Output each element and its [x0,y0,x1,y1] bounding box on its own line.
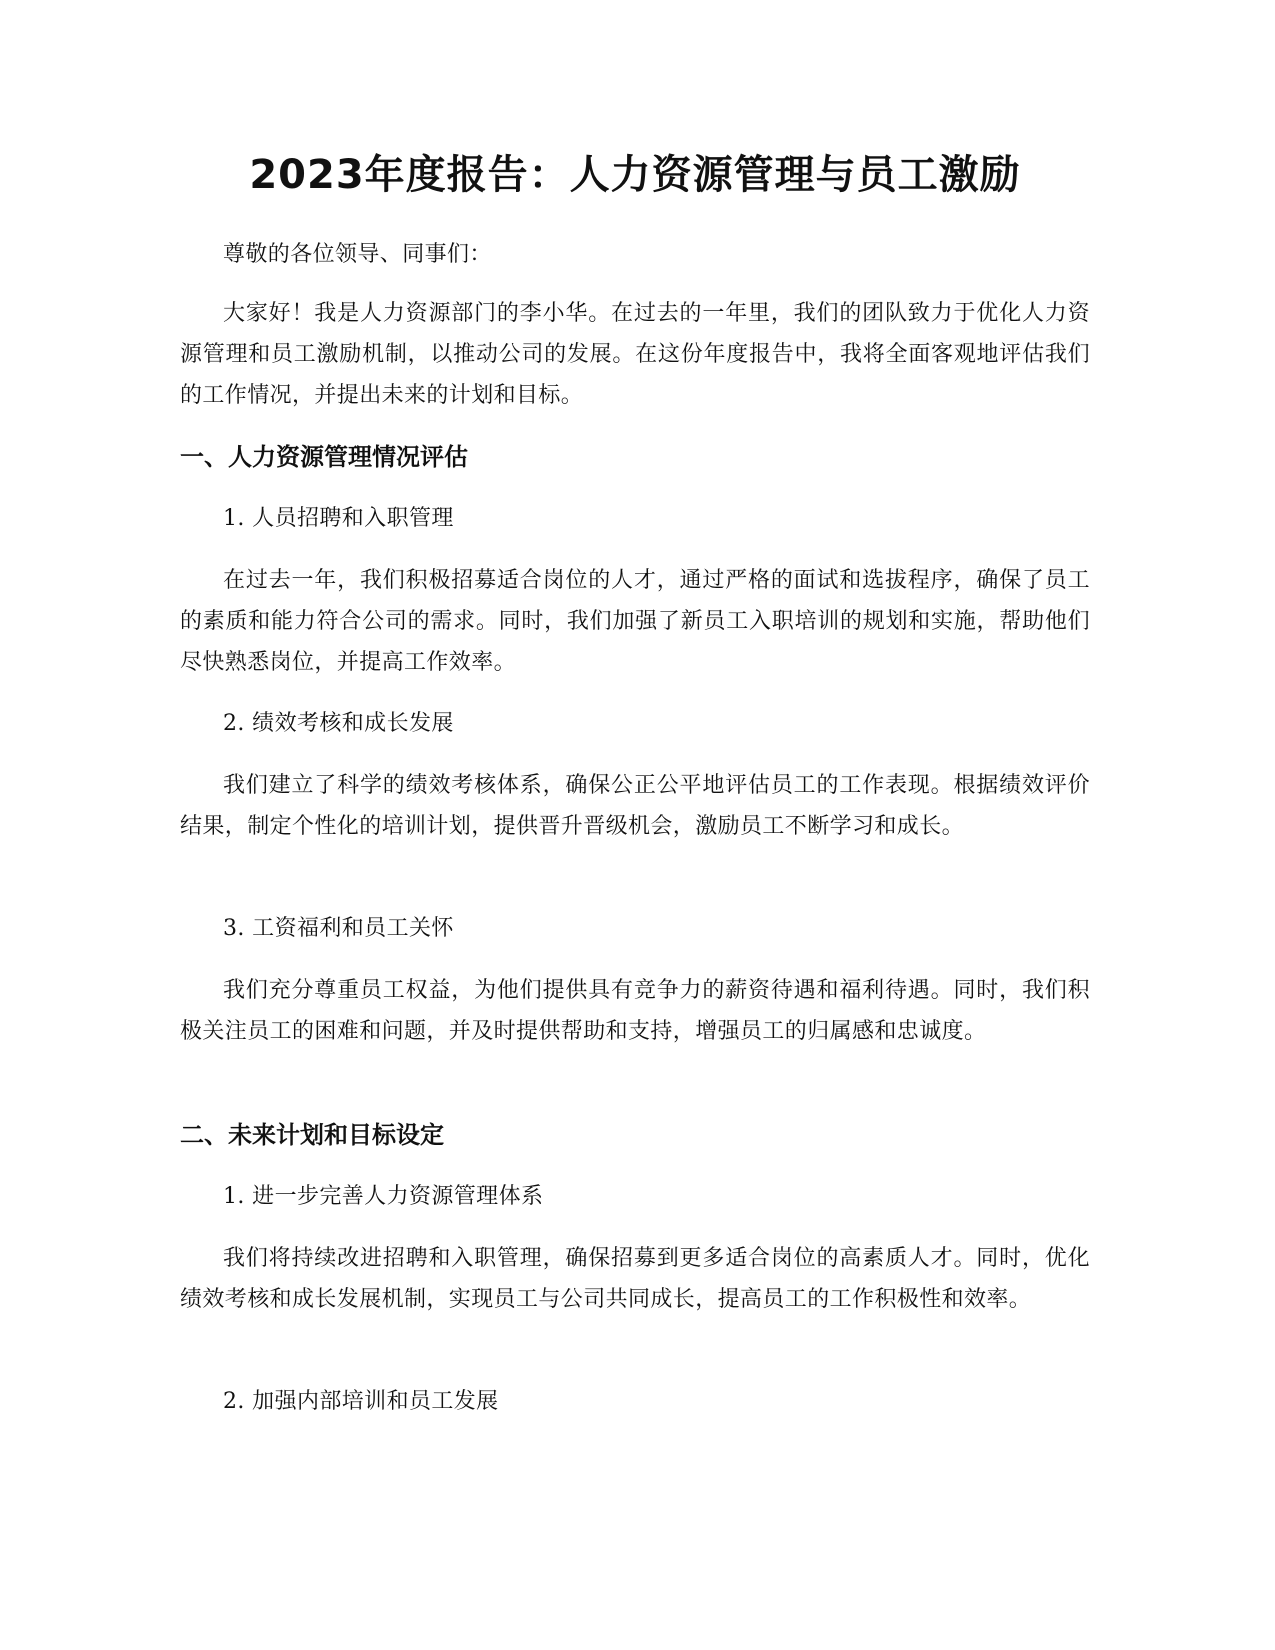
document-title: 2023年度报告：人力资源管理与员工激励 [249,152,1021,198]
document-page [180,0,1090,1650]
section-1-item-1-title: 1. 人员招聘和入职管理 [223,506,454,531]
section-1-item-3-title: 3. 工资福利和员工关怀 [223,916,454,941]
section-1-item-1-body: 在过去一年，我们积极招募适合岗位的人才，通过严格的面试和选拔程序，确保了员工的素质和能力符合公司的需求。同时，我们加强了新员工入职培训的规划和实施，帮助他们尽快熟悉岗位，并提高工作效率。 [180,568,1090,675]
greeting-paragraph: 尊敬的各位领导、同事们： [223,242,492,267]
section-1-item-2-body: 我们建立了科学的绩效考核体系，确保公正公平地评估员工的工作表现。根据绩效评价结果，制定个性化的培训计划，提供晋升晋级机会，激励员工不断学习和成长。 [180,773,1090,839]
intro-paragraph: 大家好！我是人力资源部门的李小华。在过去的一年里，我们的团队致力于优化人力资源管理和员工激励机制，以推动公司的发展。在这份年度报告中，我将全面客观地评估我们的工作情况，并提出未来的计划和目标。 [180,301,1090,408]
section-1-item-3-body: 我们充分尊重员工权益，为他们提供具有竞争力的薪资待遇和福利待遇。同时，我们积极关注员工的困难和问题，并及时提供帮助和支持，增强员工的归属感和忠诚度。 [180,978,1090,1044]
section-2-item-1-title: 1. 进一步完善人力资源管理体系 [223,1184,544,1209]
section-1-heading: 一、人力资源管理情况评估 [180,443,468,471]
section-1-item-2-title: 2. 绩效考核和成长发展 [223,711,454,736]
section-2-item-1-body: 我们将持续改进招聘和入职管理，确保招募到更多适合岗位的高素质人才。同时，优化绩效考核和成长发展机制，实现员工与公司共同成长，提高员工的工作积极性和效率。 [180,1246,1090,1312]
section-2-heading: 二、未来计划和目标设定 [180,1121,444,1149]
section-2-item-2-title: 2. 加强内部培训和员工发展 [223,1389,499,1414]
